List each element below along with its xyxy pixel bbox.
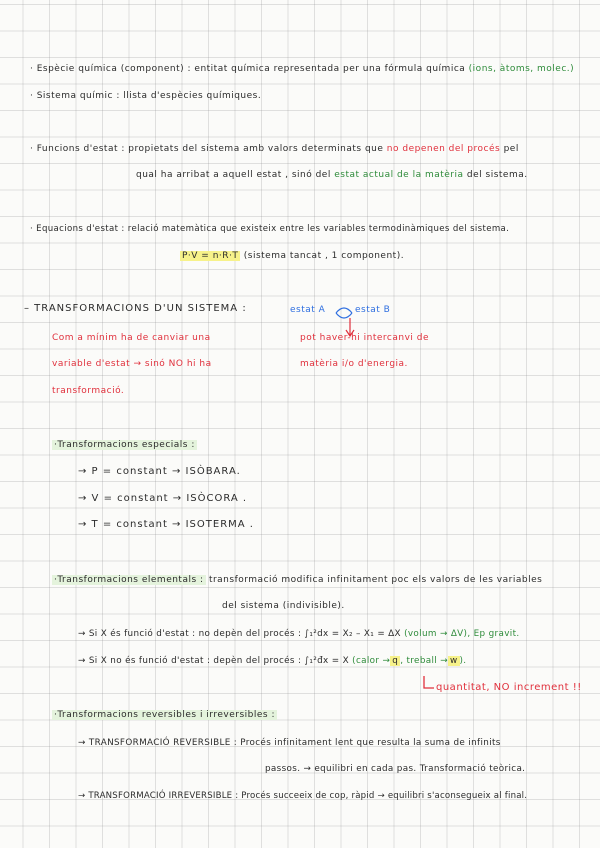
especie-term: · Espècie química (component) [30, 64, 185, 74]
estat-a-label: estat A [290, 305, 326, 315]
elementals-text2: del sistema (indivisible). [222, 601, 345, 611]
transformacions-red-right1: pot haver-hi intercanvi de [300, 333, 430, 343]
equacions-formula-note: (sistema tancat , 1 component). [243, 251, 405, 261]
elementals-text: transformació modifica infinitament poc els valors de les variables [208, 575, 543, 585]
sistema-term: · Sistema químic [30, 91, 113, 101]
irreversible-text: : Procés succeeix de cop, ràpid → equilibri s'aconsegueix al final. [235, 791, 528, 801]
funcions-line2-green: estat actual de la matèria [334, 170, 464, 180]
elementals-item2-green-c: ). [459, 656, 467, 666]
transformacions-red-line3: transformació. [52, 386, 125, 396]
equacions-text: : relació matemàtica que existeix entre les variables termodinàmiques del sistema. [121, 224, 510, 234]
especial-item-isobara: → P = constant → ISÒBARA. [78, 466, 241, 477]
reversible-term: → TRANSFORMACIÓ REVERSIBLE [78, 738, 231, 748]
estat-to-note-arrow [346, 318, 354, 336]
funcions-red: no depenen del procés [386, 144, 501, 154]
irreversible-term: → TRANSFORMACIÓ IRREVERSIBLE [78, 791, 233, 801]
funcions-line2-end: del sistema. [466, 170, 528, 180]
transformacions-heading: – TRANSFORMACIONS D'UN SISTEMA : [24, 303, 247, 314]
elementals-item1-green: (volum → ΔV), Ep gravit. [404, 629, 520, 639]
reversibles-title: ·Transformacions reversibles i irreversibles : [54, 710, 275, 720]
funcions-line2-pre: qual ha arribat a aquell estat , sinó del [136, 170, 331, 180]
especials-title-text: ·Transformacions especials : [54, 440, 195, 450]
elementals-note: quantitat, NO increment !! [436, 682, 582, 693]
elementals-item2-green-a: (calor → [352, 656, 391, 666]
elementals-item2-w: w [449, 656, 458, 666]
especial-item-isoterma: → T = constant → ISOTERMA . [78, 519, 254, 530]
equacions-formula: P·V = n·R·T [182, 251, 239, 261]
elementals-item1-pre: → Si X és funció d'estat : no depèn del procés : ∫₁²dx = X₂ – X₁ = ΔX [78, 629, 401, 639]
especial-item-isocora: → V = constant → ISÒCORA . [78, 493, 248, 504]
especie-green: (ions, àtoms, molec.) [468, 64, 575, 74]
transformacions-red-right2: matèria i/o d'energia. [300, 359, 408, 369]
equacions-term: · Equacions d'estat [30, 224, 119, 234]
reversible-line2: passos. → equilibri en cada pas. Transformació teòrica. [265, 764, 526, 774]
funcions-text: : propietats del sistema amb valors determinats que [121, 144, 384, 154]
reversible-text: : Procés infinitament lent que resulta la suma de infinits [233, 738, 501, 748]
especie-text: : entitat química representada per una fórmula química [187, 64, 466, 74]
transformacions-red-line1: Com a mínim ha de canviar una [52, 333, 211, 343]
elementals-item2-q: q [392, 656, 399, 666]
estat-b-label: estat B [355, 305, 391, 315]
elementals-item2-pre: → Si X no és funció d'estat : depèn del procés : ∫₁²đx = X [78, 656, 350, 666]
elementals-item2-green-b: , treball → [400, 656, 448, 666]
estat-transition-arcs [336, 308, 352, 318]
quantitat-arrow [424, 676, 434, 688]
transformacions-red-line2: variable d'estat → sinó NO hi ha [52, 359, 212, 369]
elementals-title: ·Transformacions elementals : [54, 575, 204, 585]
sistema-text: : llista d'espècies químiques. [116, 91, 262, 101]
funcions-end: pel [503, 144, 519, 154]
funcions-term: · Funcions d'estat [30, 144, 119, 154]
